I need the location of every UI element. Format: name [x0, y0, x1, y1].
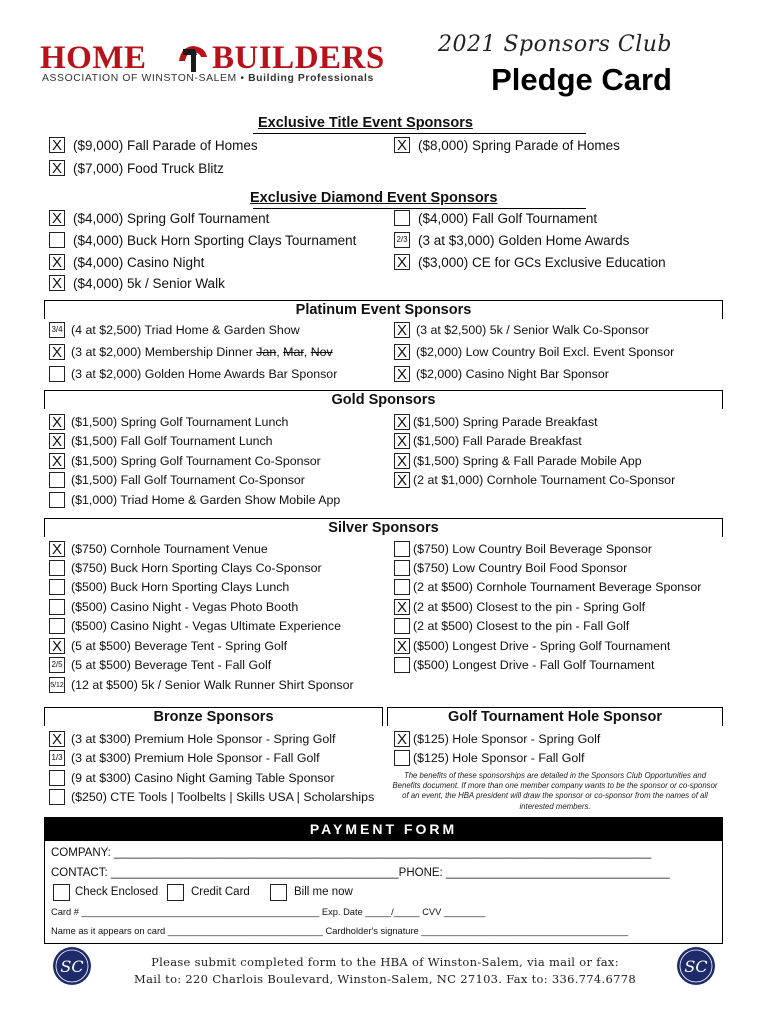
checkbox[interactable]: X: [49, 453, 65, 469]
list-item[interactable]: 3/4 (4 at $2,500) Triad Home & Garden Show: [49, 321, 300, 339]
checkbox[interactable]: [49, 618, 65, 634]
title-event-heading: Exclusive Title Event Sponsors: [258, 115, 473, 131]
checkbox[interactable]: X: [394, 731, 410, 747]
checkbox[interactable]: 1/3: [49, 750, 65, 766]
list-item[interactable]: X (2 at $500) Closest to the pin - Spring Golf: [394, 598, 645, 616]
page-title: Pledge Card: [491, 62, 672, 97]
list-item[interactable]: X (5 at $500) Beverage Tent - Spring Golf: [49, 637, 287, 655]
checkbox[interactable]: X: [49, 137, 65, 153]
checkbox[interactable]: 2/3: [394, 232, 410, 248]
list-item[interactable]: ($250) CTE Tools | Toolbelts | Skills USA | Scholarships: [49, 788, 374, 806]
checkbox[interactable]: X: [49, 638, 65, 654]
hammer-house-icon: [177, 43, 209, 73]
list-item[interactable]: X ($125) Hole Sponsor - Spring Golf: [394, 730, 600, 748]
list-item[interactable]: 1/3 (3 at $300) Premium Hole Sponsor - Fall Golf: [49, 749, 320, 767]
checkbox[interactable]: X: [394, 137, 410, 153]
svg-text:SC: SC: [684, 957, 708, 976]
list-item[interactable]: (2 at $500) Closest to the pin - Fall Golf: [394, 617, 629, 635]
checkbox[interactable]: [394, 210, 410, 226]
hba-logo: [40, 40, 390, 90]
checkbox[interactable]: [49, 560, 65, 576]
hole-sponsor-heading: Golf Tournament Hole Sponsor: [387, 707, 723, 726]
checkbox[interactable]: [49, 579, 65, 595]
card-details-field[interactable]: Card # ______________________________________________ Exp. Date _____/_____ CVV ________: [51, 907, 486, 917]
list-item[interactable]: X ($9,000) Fall Parade of Homes: [49, 136, 258, 154]
checkbox[interactable]: [49, 599, 65, 615]
checkbox[interactable]: X: [49, 541, 65, 557]
list-item[interactable]: X ($7,000) Food Truck Blitz: [49, 159, 224, 177]
checkbox[interactable]: [49, 492, 65, 508]
payment-form: [44, 841, 723, 944]
list-item[interactable]: 2/3 (3 at $3,000) Golden Home Awards: [394, 231, 629, 249]
list-item[interactable]: ($1,000) Triad Home & Garden Show Mobile App: [49, 491, 340, 509]
list-item[interactable]: 2/5 (5 at $500) Beverage Tent - Fall Golf: [49, 656, 271, 674]
checkbox[interactable]: [394, 560, 410, 576]
list-item[interactable]: (3 at $2,000) Golden Home Awards Bar Sponsor: [49, 365, 337, 383]
checkbox[interactable]: X: [394, 366, 410, 382]
company-field[interactable]: COMPANY: ____________________________________________________________________________________: [51, 847, 652, 859]
list-item[interactable]: X ($1,500) Fall Golf Tournament Lunch: [49, 432, 273, 450]
checkbox[interactable]: X: [394, 433, 410, 449]
bill-me-checkbox[interactable]: [270, 884, 287, 901]
list-item[interactable]: X ($1,500) Spring Parade Breakfast: [394, 413, 598, 431]
list-item[interactable]: ($125) Hole Sponsor - Fall Golf: [394, 749, 584, 767]
checkbox[interactable]: X: [49, 210, 65, 226]
list-item[interactable]: (9 at $300) Casino Night Gaming Table Sponsor: [49, 769, 335, 787]
list-item[interactable]: X (3 at $300) Premium Hole Sponsor - Spring Golf: [49, 730, 335, 748]
contact-phone-field[interactable]: CONTACT: _____________________________________________PHONE: ___________________________________: [51, 867, 670, 879]
gold-heading: Gold Sponsors: [44, 390, 723, 409]
list-item[interactable]: X (3 at $2,500) 5k / Senior Walk Co-Sponsor: [394, 321, 649, 339]
list-item[interactable]: ($750) Low Country Boil Beverage Sponsor: [394, 540, 652, 558]
list-item[interactable]: X ($3,000) CE for GCs Exclusive Education: [394, 253, 666, 271]
checkbox[interactable]: [49, 366, 65, 382]
credit-card-label: Credit Card: [191, 886, 250, 898]
checkbox[interactable]: 5/12: [49, 677, 65, 693]
checkbox[interactable]: X: [49, 731, 65, 747]
checkbox[interactable]: X: [49, 414, 65, 430]
list-item[interactable]: 5/12 (12 at $500) 5k / Senior Walk Runner Shirt Sponsor: [50, 678, 354, 692]
list-item[interactable]: X ($1,500) Spring Golf Tournament Lunch: [49, 413, 288, 431]
cardholder-field[interactable]: Name as it appears on card ______________________________ Cardholder's signature ________________________________________: [51, 926, 629, 936]
checkbox[interactable]: X: [49, 160, 65, 176]
checkbox[interactable]: X: [394, 322, 410, 338]
checkbox[interactable]: X: [49, 344, 65, 360]
svg-text:SC: SC: [60, 957, 84, 976]
list-item[interactable]: ($750) Low Country Boil Food Sponsor: [394, 559, 627, 577]
checkbox[interactable]: [49, 770, 65, 786]
checkbox[interactable]: X: [394, 414, 410, 430]
checkbox[interactable]: [49, 232, 65, 248]
checkbox[interactable]: X: [394, 344, 410, 360]
list-item[interactable]: X (3 at $2,000) Membership Dinner Jan, Mar, Nov: [49, 343, 333, 361]
footer-line-2: Mail to: 220 Charlois Boulevard, Winston-Salem, NC 27103. Fax to: 336.774.6778: [134, 972, 636, 986]
list-item[interactable]: X ($1,500) Spring Golf Tournament Co-Sponsor: [49, 452, 321, 470]
checkbox[interactable]: 2/5: [49, 657, 65, 673]
checkbox[interactable]: 3/4: [49, 322, 65, 338]
list-item[interactable]: X ($2,000) Casino Night Bar Sponsor: [394, 365, 609, 383]
script-title: 2021 Sponsors Club: [437, 32, 672, 57]
checkbox[interactable]: X: [49, 433, 65, 449]
list-item[interactable]: X ($4,000) Casino Night: [49, 253, 204, 271]
list-item[interactable]: X ($4,000) Spring Golf Tournament: [49, 209, 269, 227]
list-item[interactable]: X ($8,000) Spring Parade of Homes: [394, 136, 620, 154]
sponsorship-note: The benefits of these sponsorships are detailed in the Sponsors Club Opportunities and Benefits document. If more than one member company wants to be the sponsor or co-sponsor of an event, the HBA president will draw the sponsor or co-sponsor from the names of all interested members.: [392, 771, 718, 811]
checkbox[interactable]: [394, 618, 410, 634]
checkbox[interactable]: [49, 472, 65, 488]
checkbox[interactable]: X: [394, 599, 410, 615]
list-item[interactable]: (2 at $500) Cornhole Tournament Beverage Sponsor: [394, 578, 701, 596]
bill-me-label: Bill me now: [294, 886, 353, 898]
list-item[interactable]: ($500) Casino Night - Vegas Ultimate Experience: [49, 617, 341, 635]
credit-card-checkbox[interactable]: [167, 884, 184, 901]
logo-subtitle: ASSOCIATION OF WINSTON-SALEM • Building Professionals: [42, 73, 374, 84]
silver-heading: Silver Sponsors: [44, 518, 723, 537]
logo-wordmark: [40, 40, 385, 77]
list-item[interactable]: ($500) Longest Drive - Fall Golf Tournament: [394, 656, 655, 674]
checkbox[interactable]: X: [49, 254, 65, 270]
checkbox[interactable]: X: [394, 472, 410, 488]
checkbox[interactable]: X: [49, 275, 65, 291]
list-item[interactable]: X ($1,500) Fall Parade Breakfast: [394, 432, 582, 450]
checkbox[interactable]: [394, 579, 410, 595]
list-item[interactable]: X ($2,000) Low Country Boil Excl. Event Sponsor: [394, 343, 674, 361]
footer-line-1: Please submit completed form to the HBA of Winston-Salem, via mail or fax:: [151, 955, 619, 969]
list-item[interactable]: ($4,000) Fall Golf Tournament: [394, 209, 597, 227]
checkbox[interactable]: X: [394, 638, 410, 654]
checkbox[interactable]: X: [394, 254, 410, 270]
check-enclosed-checkbox[interactable]: [53, 884, 70, 901]
logo-builders-text: BUILDERS: [212, 40, 385, 76]
diamond-heading: Exclusive Diamond Event Sponsors: [250, 190, 498, 206]
heading-rule: [253, 133, 586, 134]
list-item[interactable]: X (2 at $1,000) Cornhole Tournament Co-Sponsor: [394, 471, 675, 489]
list-item[interactable]: ($1,500) Fall Golf Tournament Co-Sponsor: [49, 471, 305, 489]
list-item[interactable]: ($750) Buck Horn Sporting Clays Co-Sponsor: [49, 559, 322, 577]
list-item[interactable]: ($4,000) Buck Horn Sporting Clays Tournament: [49, 231, 356, 249]
bronze-heading: Bronze Sponsors: [44, 707, 383, 726]
list-item[interactable]: X ($1,500) Spring & Fall Parade Mobile App: [394, 452, 642, 470]
list-item[interactable]: ($500) Buck Horn Sporting Clays Lunch: [49, 578, 289, 596]
checkbox[interactable]: [394, 657, 410, 673]
checkbox[interactable]: X: [394, 453, 410, 469]
checkbox[interactable]: [49, 789, 65, 805]
list-item[interactable]: X ($500) Longest Drive - Spring Golf Tournament: [394, 637, 670, 655]
list-item[interactable]: X ($750) Cornhole Tournament Venue: [49, 540, 268, 558]
list-item[interactable]: ($500) Casino Night - Vegas Photo Booth: [49, 598, 298, 616]
check-enclosed-label: Check Enclosed: [75, 886, 159, 898]
logo-home-text: HOME: [40, 40, 147, 76]
platinum-heading: Platinum Event Sponsors: [44, 300, 723, 319]
checkbox[interactable]: [394, 750, 410, 766]
checkbox[interactable]: [394, 541, 410, 557]
list-item[interactable]: X ($4,000) 5k / Senior Walk: [49, 274, 225, 292]
payment-heading: PAYMENT FORM: [44, 817, 723, 841]
